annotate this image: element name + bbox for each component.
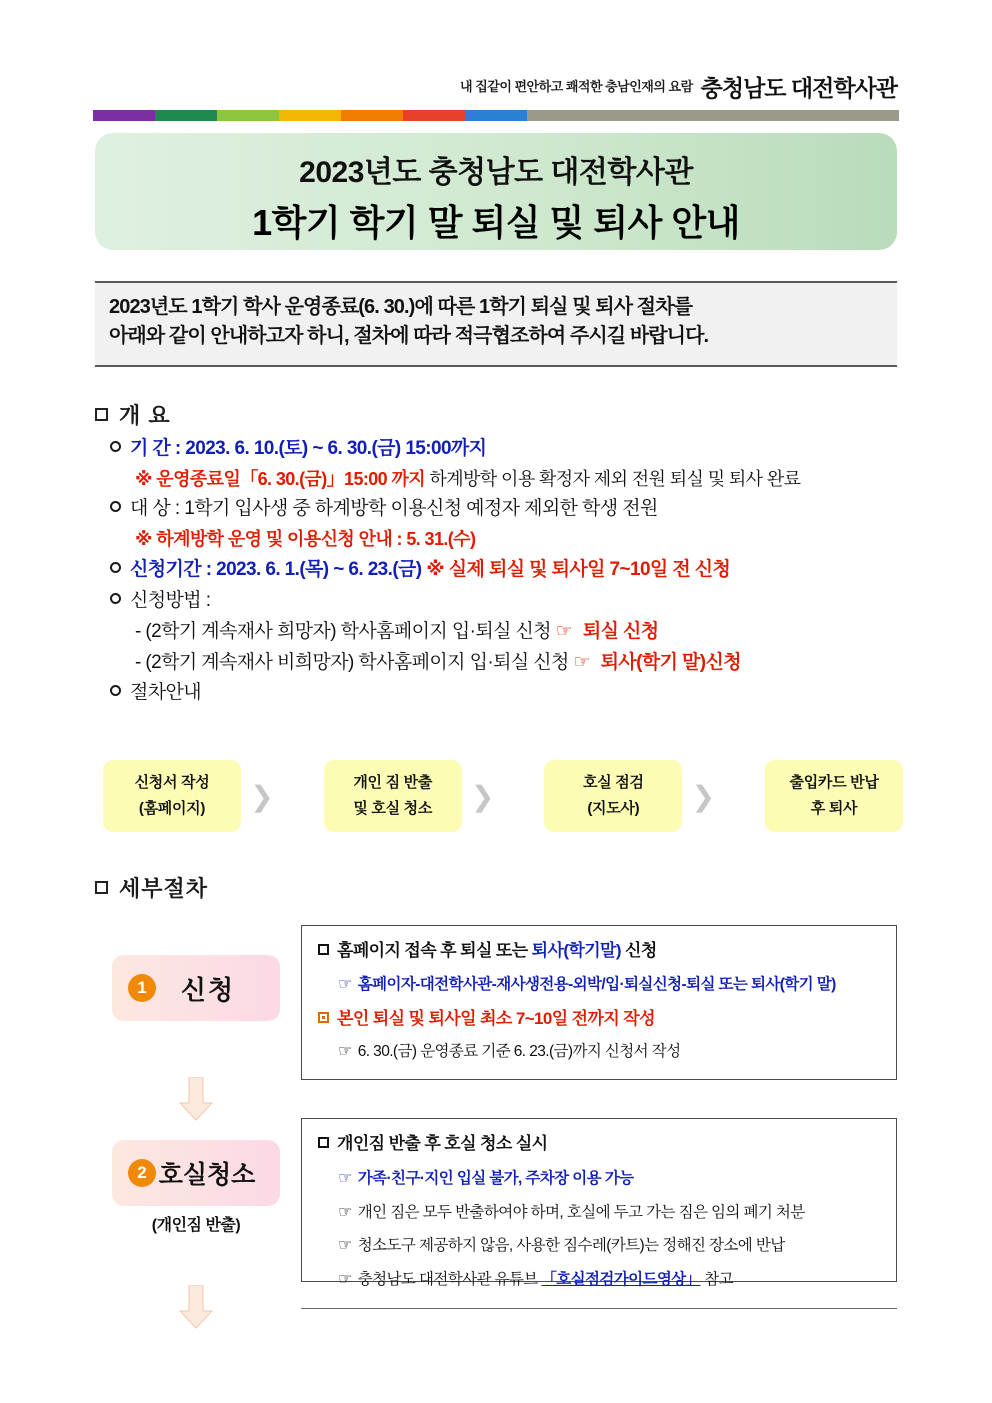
flow-step-2-line2: 및 호실 청소 [353,800,433,817]
step-1-line-1 [318,938,880,965]
flow-step-4-line2: 후 퇴사 [810,800,858,817]
lead-line-1: 2023년도 1학기 학사 운영종료(6. 30.)에 따른 1학기 퇴실 및 퇴사 절차를 [109,296,693,318]
step-2-label: 호실청소 [158,1161,256,1189]
overview-apply-method-2-highlight: 퇴사(학기 말)신청 [600,651,742,673]
flow-step-3 [544,760,682,832]
step-2-line-5-a: 충청남도 대전학사관 유튜브 [357,1271,542,1289]
step-1-line-3-text: 본인 퇴실 및 퇴사일 최소 7~10일 전까지 작성 [337,1008,655,1028]
section-overview-label: 개 요 [119,403,171,428]
flow-arrow-icon: ❯ [691,780,716,812]
overview-procedure-label: 절차안내 [130,682,202,704]
overview-list [110,434,910,709]
step-1-line-3 [318,1006,880,1033]
colorbar-segment [279,110,341,121]
flow-step-3-line1: 호실 점검 [583,773,644,791]
colorbar-segment [93,110,155,121]
header-brand: 충청남도 대전학사관 [700,75,897,101]
step-1-panel [301,925,897,1080]
overview-apply-method-label: 신청방법 : [130,589,211,611]
flow-arrow-icon: ❯ [470,780,495,812]
step-2-line-4-text: 청소도구 제공하지 않음, 사용한 짐수레(카트)는 정해진 장소에 반납 [357,1237,785,1255]
flow-step-1 [103,760,241,832]
step-1-line-4 [318,1040,880,1065]
title-line-2: 1학기 학기 말 퇴실 및 퇴사 안내 [252,202,740,243]
title-box [95,133,897,250]
overview-period-note-black: 하계방학 이용 확정자 제외 전원 퇴실 및 퇴사 완료 [429,468,801,489]
overview-target-note-text: ※ 하계방학 운영 및 이용신청 안내 : 5. 31.(수) [135,529,476,550]
hand-pointer-icon: ☞ [338,1271,352,1289]
flow-step-1-line2: (홈페이지) [138,800,206,817]
overview-period-note-red: ※ 운영종료일「6. 30.(금)」15:00 까지 [135,468,426,489]
colorbar-segment [341,110,403,121]
overview-period-label: 기 간 : [130,438,181,459]
circle-bullet-icon [110,441,121,452]
overview-period [110,434,910,465]
colorbar-segment [217,110,279,121]
circle-bullet-icon [110,501,121,512]
step-2-line-2 [318,1167,880,1192]
overview-apply-method-1-highlight: 퇴실 신청 [582,620,659,642]
overview-period-value: 2023. 6. 10.(토) ~ 6. 30.(금) 15:00까지 [185,438,487,459]
step-2-panel [301,1118,897,1289]
down-arrow-icon-1 [179,1077,213,1121]
colorbar-segment [465,110,527,121]
section-heading-overview [95,399,171,430]
flow-step-2 [324,760,462,832]
process-flow [103,757,903,835]
colorbar-segment [403,110,465,121]
lead-line-2: 아래와 같이 안내하고자 하니, 절차에 따라 적극협조하여 주시길 바랍니다. [109,325,709,347]
flow-step-2-line1: 개인 짐 반출 [353,773,433,791]
header-slogan: 내 집같이 편안하고 쾌적한 충남인재의 요람 [460,79,693,94]
circle-bullet-icon [110,685,121,696]
overview-procedure [110,678,910,709]
title-line-1: 2023년도 충청남도 대전학사관 [299,156,693,189]
document-header [0,0,992,120]
overview-target-value: 1학기 입사생 중 하계방학 이용신청 예정자 제외한 학생 전원 [184,498,658,520]
overview-apply-method-2-text: - (2학기 계속재사 비희망자) 학사홈페이지 입·퇴실 신청 [135,651,569,673]
section-heading-detail [95,872,208,903]
square-marker-icon [318,944,329,955]
step-2-number: 2 [128,1159,156,1187]
overview-apply-method-1 [110,617,910,648]
step-2-line-5-c: 참고 [700,1271,733,1289]
step-2-line-1-text: 개인짐 반출 후 호실 청소 실시 [337,1134,548,1153]
step-1-badge [112,955,280,1021]
overview-apply-period-value: 2023. 6. 1.(목) ~ 6. 23.(금) [216,558,422,580]
flow-step-3-line2: (지도사) [587,800,640,817]
section-detail-label: 세부절차 [119,876,209,901]
step-1-line-2 [318,973,880,998]
hand-pointer-icon: ☞ [338,1043,352,1061]
step-2-line-4 [318,1234,880,1259]
overview-apply-method [110,586,910,617]
circle-bullet-icon [110,562,121,573]
overview-apply-period-label: 신청기간 : [130,558,212,580]
flow-step-1-line1: 신청서 작성 [134,773,210,791]
step-2-badge [112,1140,280,1206]
circle-bullet-icon [110,593,121,604]
overview-apply-period [110,555,910,586]
square-bullet-icon [95,408,108,421]
overview-apply-method-2 [110,648,910,679]
hand-pointer-icon: ☞ [338,1203,352,1221]
square-bullet-icon [95,881,108,894]
step-1-line-1-b: 퇴사(학기말) [531,941,621,960]
overview-apply-period-note: ※ 실제 퇴실 및 퇴사일 7~10일 전 신청 [426,558,731,580]
step-2-line-3-text: 개인 짐은 모두 반출하여야 하며, 호실에 두고 가는 짐은 임의 폐기 처분 [357,1203,805,1221]
hand-pointer-icon: ☞ [573,651,590,673]
step-2-line-3 [318,1201,880,1226]
step-1-line-1-a: 홈페이지 접속 후 퇴실 또는 [337,941,532,960]
step-1-number: 1 [128,974,156,1002]
step-1-label: 신청 [180,974,236,1005]
flow-step-4 [765,760,903,832]
header-colorbar [93,110,899,121]
section-divider [301,1308,897,1309]
colorbar-segment [155,110,217,121]
square-marker-orange-icon [318,1012,329,1023]
down-arrow-icon-2 [179,1285,213,1329]
step-1-line-1-c: 신청 [620,941,657,960]
step-2-line-5 [318,1268,880,1293]
hand-pointer-icon: ☞ [338,975,352,993]
step-2-line-1 [318,1131,880,1158]
step-2-sublabel: (개인짐 반출) [151,1217,241,1234]
flow-step-4-line1: 출입카드 반납 [789,773,879,791]
overview-target-label: 대 상 : [130,498,180,520]
step-2-line-2-text: 가족·친구·지인 입실 불가, 주차장 이용 가능 [357,1169,634,1187]
step-1-line-4-text: 6. 30.(금) 운영종료 기준 6. 23.(금)까지 신청서 작성 [357,1043,681,1061]
square-marker-icon [318,1137,329,1148]
hand-pointer-icon: ☞ [555,620,573,642]
overview-apply-method-1-text: - (2학기 계속재사 희망자) 학사홈페이지 입·퇴실 신청 [135,620,552,642]
overview-target [110,494,910,525]
overview-target-note [110,525,910,554]
step-2-line-5-b: 「호실점검가이드영상」 [541,1271,701,1289]
colorbar-segment [527,110,899,121]
step-1-line-2-text: 홈페이자-대전학사관-재사생전용-외박/입·퇴실신청-퇴실 또는 퇴사(학기 말) [357,975,836,993]
hand-pointer-icon: ☞ [338,1169,352,1187]
overview-period-note [110,465,910,494]
flow-arrow-icon: ❯ [250,780,274,812]
lead-box [95,281,897,367]
hand-pointer-icon: ☞ [338,1237,352,1255]
